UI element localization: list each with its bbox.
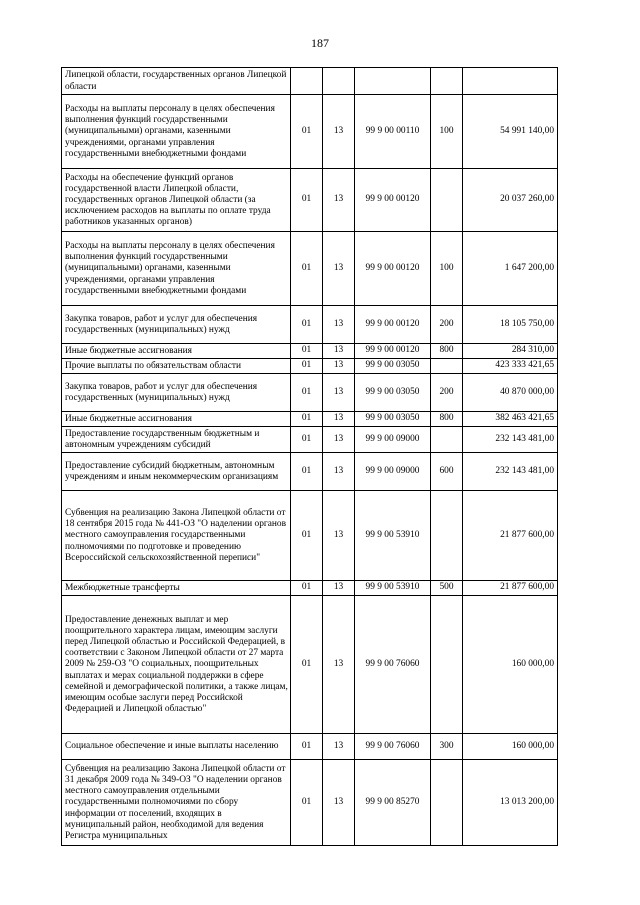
row-sum: 21 877 600,00 xyxy=(463,491,558,581)
row-vr xyxy=(431,68,463,95)
table-row xyxy=(62,760,558,846)
row-glav: 01 xyxy=(291,344,323,359)
row-csr: 99 9 00 85270 xyxy=(355,760,431,846)
row-glav: 01 xyxy=(291,359,323,374)
row-name: Закупка товаров, работ и услуг для обеспечения государственных (муниципальных) нужд xyxy=(62,374,291,412)
row-name: Расходы на обеспечение функций органов государственной власти Липецкой области, государственных органов Липецкой области (за исключением расходов на выплаты по оплате труда работников указанных органов) xyxy=(62,169,291,232)
row-name: Предоставление субсидий бюджетным, автономным учреждениям и иным некоммерческим организациям xyxy=(62,453,291,491)
table-row xyxy=(62,169,558,232)
row-vr xyxy=(431,169,463,232)
table-row xyxy=(62,581,558,596)
row-glav: 01 xyxy=(291,491,323,581)
row-razdel: 13 xyxy=(323,359,355,374)
page-number: 187 xyxy=(311,36,329,50)
table-row xyxy=(62,734,558,760)
row-csr: 99 9 00 00120 xyxy=(355,169,431,232)
row-vr: 500 xyxy=(431,581,463,596)
row-glav: 01 xyxy=(291,427,323,453)
row-vr: 100 xyxy=(431,95,463,169)
row-razdel: 13 xyxy=(323,306,355,344)
row-razdel: 13 xyxy=(323,427,355,453)
table-row xyxy=(62,232,558,306)
row-razdel: 13 xyxy=(323,169,355,232)
row-glav: 01 xyxy=(291,306,323,344)
row-razdel: 13 xyxy=(323,453,355,491)
row-vr: 200 xyxy=(431,374,463,412)
table-row xyxy=(62,344,558,359)
row-csr: 99 9 00 03050 xyxy=(355,374,431,412)
row-glav: 01 xyxy=(291,412,323,427)
row-razdel xyxy=(323,68,355,95)
table-row xyxy=(62,68,558,95)
row-glav: 01 xyxy=(291,581,323,596)
row-sum: 160 000,00 xyxy=(463,734,558,760)
row-glav: 01 xyxy=(291,232,323,306)
row-name: Субвенция на реализацию Закона Липецкой области от 31 декабря 2009 года № 349-ОЗ "О наделении органов местного самоуправления отдельными государственными полномочиями по сбору информации от поселений, входящих в муниципальный район, необходимой для ведения Регистра муниципальных xyxy=(62,760,291,846)
row-sum: 40 870 000,00 xyxy=(463,374,558,412)
row-csr: 99 9 00 09000 xyxy=(355,453,431,491)
row-vr: 100 xyxy=(431,232,463,306)
row-sum: 20 037 260,00 xyxy=(463,169,558,232)
row-razdel: 13 xyxy=(323,95,355,169)
table-row xyxy=(62,95,558,169)
row-vr xyxy=(431,427,463,453)
row-vr xyxy=(431,491,463,581)
budget-table xyxy=(61,67,558,846)
row-glav: 01 xyxy=(291,95,323,169)
row-csr: 99 9 00 53910 xyxy=(355,581,431,596)
row-glav: 01 xyxy=(291,453,323,491)
row-csr: 99 9 00 00120 xyxy=(355,344,431,359)
row-vr: 800 xyxy=(431,344,463,359)
row-sum: 160 000,00 xyxy=(463,596,558,734)
row-csr: 99 9 00 00120 xyxy=(355,306,431,344)
row-name: Социальное обеспечение и иные выплаты населению xyxy=(62,734,291,760)
row-razdel: 13 xyxy=(323,760,355,846)
row-name: Субвенция на реализацию Закона Липецкой области от 18 сентября 2015 года № 441-ОЗ "О наделении органов местного самоуправления государственными полномочиями по подготовке и проведению Всероссийской сельскохозяйственной переписи" xyxy=(62,491,291,581)
row-razdel: 13 xyxy=(323,734,355,760)
row-razdel: 13 xyxy=(323,596,355,734)
table-row xyxy=(62,374,558,412)
row-name: Предоставление денежных выплат и мер поощрительного характера лицам, имеющим заслуги перед Липецкой областью и Российской Федерацией, в соответствии с Законом Липецкой области от 27 марта 2009 № 259-ОЗ "О социальных, поощрительных выплатах и мерах социальной поддержки в сфере семейной и демографической политики, а также лицам, имеющим особые заслуги перед Российской Федерацией и Липецкой областью" xyxy=(62,596,291,734)
row-glav: 01 xyxy=(291,734,323,760)
row-glav xyxy=(291,68,323,95)
table-row xyxy=(62,453,558,491)
row-sum: 232 143 481,00 xyxy=(463,427,558,453)
row-sum: 284 310,00 xyxy=(463,344,558,359)
row-razdel: 13 xyxy=(323,491,355,581)
table-row xyxy=(62,491,558,581)
row-razdel: 13 xyxy=(323,374,355,412)
row-name: Иные бюджетные ассигнования xyxy=(62,344,291,359)
row-sum: 1 647 200,00 xyxy=(463,232,558,306)
row-sum: 21 877 600,00 xyxy=(463,581,558,596)
row-vr: 300 xyxy=(431,734,463,760)
table-row xyxy=(62,359,558,374)
row-sum: 382 463 421,65 xyxy=(463,412,558,427)
row-csr: 99 9 00 09000 xyxy=(355,427,431,453)
row-razdel: 13 xyxy=(323,412,355,427)
row-glav: 01 xyxy=(291,374,323,412)
table-row xyxy=(62,596,558,734)
row-name: Прочие выплаты по обязательствам области xyxy=(62,359,291,374)
row-csr: 99 9 00 03050 xyxy=(355,359,431,374)
row-glav: 01 xyxy=(291,760,323,846)
row-vr: 200 xyxy=(431,306,463,344)
table-row xyxy=(62,306,558,344)
row-name: Закупка товаров, работ и услуг для обеспечения государственных (муниципальных) нужд xyxy=(62,306,291,344)
table-row xyxy=(62,412,558,427)
row-name: Межбюджетные трансферты xyxy=(62,581,291,596)
row-vr xyxy=(431,359,463,374)
row-sum xyxy=(463,68,558,95)
table-row xyxy=(62,427,558,453)
row-csr: 99 9 00 00120 xyxy=(355,232,431,306)
row-name: Липецкой области, государственных органов Липецкой области xyxy=(62,68,291,95)
row-csr: 99 9 00 76060 xyxy=(355,596,431,734)
row-csr: 99 9 00 53910 xyxy=(355,491,431,581)
row-csr: 99 9 00 76060 xyxy=(355,734,431,760)
row-name: Предоставление государственным бюджетным и автономным учреждениям субсидий xyxy=(62,427,291,453)
row-glav: 01 xyxy=(291,169,323,232)
row-name: Иные бюджетные ассигнования xyxy=(62,412,291,427)
row-razdel: 13 xyxy=(323,232,355,306)
row-glav: 01 xyxy=(291,596,323,734)
row-sum: 54 991 140,00 xyxy=(463,95,558,169)
row-csr: 99 9 00 03050 xyxy=(355,412,431,427)
row-sum: 423 333 421,65 xyxy=(463,359,558,374)
row-razdel: 13 xyxy=(323,581,355,596)
row-razdel: 13 xyxy=(323,344,355,359)
row-vr: 800 xyxy=(431,412,463,427)
row-csr xyxy=(355,68,431,95)
row-vr xyxy=(431,760,463,846)
row-name: Расходы на выплаты персоналу в целях обеспечения выполнения функций государственными (муниципальными) органами, казенными учреждениями, органами управления государственными внебюджетными фондами xyxy=(62,232,291,306)
row-sum: 13 013 200,00 xyxy=(463,760,558,846)
row-csr: 99 9 00 00110 xyxy=(355,95,431,169)
row-name: Расходы на выплаты персоналу в целях обеспечения выполнения функций государственными (муниципальными) органами, казенными учреждениями, органами управления государственными внебюджетными фондами xyxy=(62,95,291,169)
row-sum: 232 143 481,00 xyxy=(463,453,558,491)
row-sum: 18 105 750,00 xyxy=(463,306,558,344)
row-vr: 600 xyxy=(431,453,463,491)
row-vr xyxy=(431,596,463,734)
